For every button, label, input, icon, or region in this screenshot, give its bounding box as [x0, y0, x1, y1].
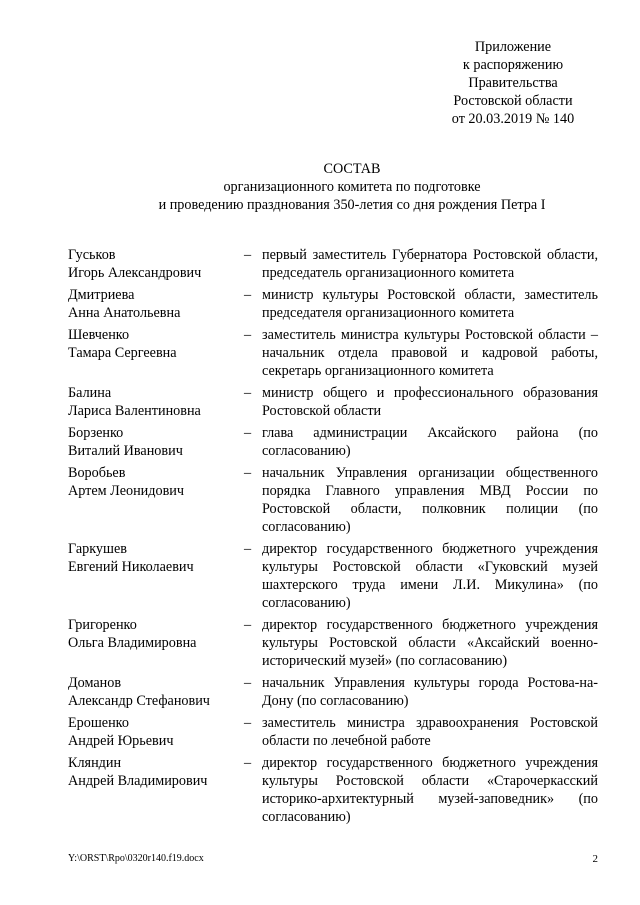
member-name — [68, 754, 244, 826]
document-title — [64, 160, 640, 214]
dash-separator: – — [244, 675, 252, 691]
list-item — [68, 754, 598, 826]
member-surname: Борзенко — [68, 425, 124, 441]
member-name — [68, 246, 244, 282]
list-item — [68, 384, 598, 420]
member-surname: Ерошенко — [68, 715, 129, 731]
title-heading: СОСТАВ — [323, 161, 381, 177]
member-role: первый заместитель Губернатора Ростовской области, председатель организационного комитета — [262, 247, 598, 281]
member-name — [68, 674, 244, 710]
member-given-name: Анна Анатольевна — [68, 305, 181, 321]
list-item — [68, 540, 598, 612]
committee-member-list — [68, 246, 598, 830]
member-given-name: Ольга Владимировна — [68, 635, 197, 651]
member-role: директор государственного бюджетного учреждения культуры Ростовской области «Аксайский военно-исторический музей» (по согласованию) — [262, 617, 598, 669]
member-role: заместитель министра культуры Ростовской области – начальник отдела правовой и кадровой работы, секретарь организационного комитета — [262, 327, 598, 379]
member-surname: Дмитриева — [68, 287, 135, 303]
member-given-name: Андрей Владимирович — [68, 773, 208, 789]
member-given-name: Артем Леонидович — [68, 483, 185, 499]
member-surname: Григоренко — [68, 617, 137, 633]
member-name — [68, 424, 244, 460]
list-item — [68, 714, 598, 750]
member-name — [68, 714, 244, 750]
list-item — [68, 424, 598, 460]
dash-separator: – — [244, 541, 252, 557]
member-name — [68, 286, 244, 322]
title-line: и проведению празднования 350-летия со дня рождения Петра I — [158, 197, 546, 213]
dash-separator: – — [244, 287, 252, 303]
dash-separator: – — [244, 247, 252, 263]
list-item — [68, 464, 598, 536]
list-item — [68, 616, 598, 670]
list-item — [68, 674, 598, 710]
member-role: директор государственного бюджетного учреждения культуры Ростовской области «Гуковский музей шахтерского труда имени Л.И. Микулина» (по согласованию) — [262, 541, 598, 611]
member-given-name: Евгений Николаевич — [68, 559, 194, 575]
appendix-line: от 20.03.2019 № 140 — [451, 111, 575, 127]
member-role: начальник Управления организации общественного порядка Главного управления МВД России по Ростовской области, полковник полиции (по согласованию) — [262, 465, 598, 535]
member-surname: Гаркушев — [68, 541, 127, 557]
file-path: Y:\ORST\Rpo\0320r140.f19.docx — [68, 853, 204, 864]
member-role: начальник Управления культуры города Ростова-на-Дону (по согласованию) — [262, 675, 598, 709]
dash-separator: – — [244, 385, 252, 401]
list-item — [68, 326, 598, 380]
member-given-name: Тамара Сергеевна — [68, 345, 177, 361]
member-surname: Шевченко — [68, 327, 130, 343]
page-number: 2 — [592, 853, 598, 865]
member-given-name: Виталий Иванович — [68, 443, 183, 459]
dash-separator: – — [244, 465, 252, 481]
member-name — [68, 384, 244, 420]
member-surname: Доманов — [68, 675, 122, 691]
member-role: заместитель министра здравоохранения Ростовской области по лечебной работе — [262, 715, 598, 749]
member-given-name: Андрей Юрьевич — [68, 733, 174, 749]
member-role: директор государственного бюджетного учреждения культуры Ростовской области «Старочеркасский историко-архитектурный музей-заповедник» (по согласованию) — [262, 755, 598, 825]
member-surname: Гуськов — [68, 247, 116, 263]
member-name — [68, 540, 244, 612]
dash-separator: – — [244, 425, 252, 441]
member-name — [68, 326, 244, 380]
appendix-block — [400, 38, 626, 128]
appendix-line: Ростовской области — [453, 93, 573, 109]
dash-separator: – — [244, 755, 252, 771]
appendix-line: Правительства — [468, 75, 558, 91]
member-role: министр культуры Ростовской области, заместитель председателя организационного комитета — [262, 287, 598, 321]
member-role: министр общего и профессионального образования Ростовской области — [262, 385, 598, 419]
member-given-name: Александр Стефанович — [68, 693, 210, 709]
dash-separator: – — [244, 715, 252, 731]
member-name — [68, 616, 244, 670]
member-surname: Балина — [68, 385, 112, 401]
member-given-name: Лариса Валентиновна — [68, 403, 201, 419]
member-surname: Воробьев — [68, 465, 126, 481]
member-role: глава администрации Аксайского района (по согласованию) — [262, 425, 598, 459]
member-surname: Кляндин — [68, 755, 122, 771]
dash-separator: – — [244, 327, 252, 343]
title-line: организационного комитета по подготовке — [223, 179, 481, 195]
list-item — [68, 286, 598, 322]
list-item — [68, 246, 598, 282]
appendix-line: Приложение — [474, 39, 552, 55]
appendix-line: к распоряжению — [462, 57, 564, 73]
member-name — [68, 464, 244, 536]
dash-separator: – — [244, 617, 252, 633]
member-given-name: Игорь Александрович — [68, 265, 202, 281]
